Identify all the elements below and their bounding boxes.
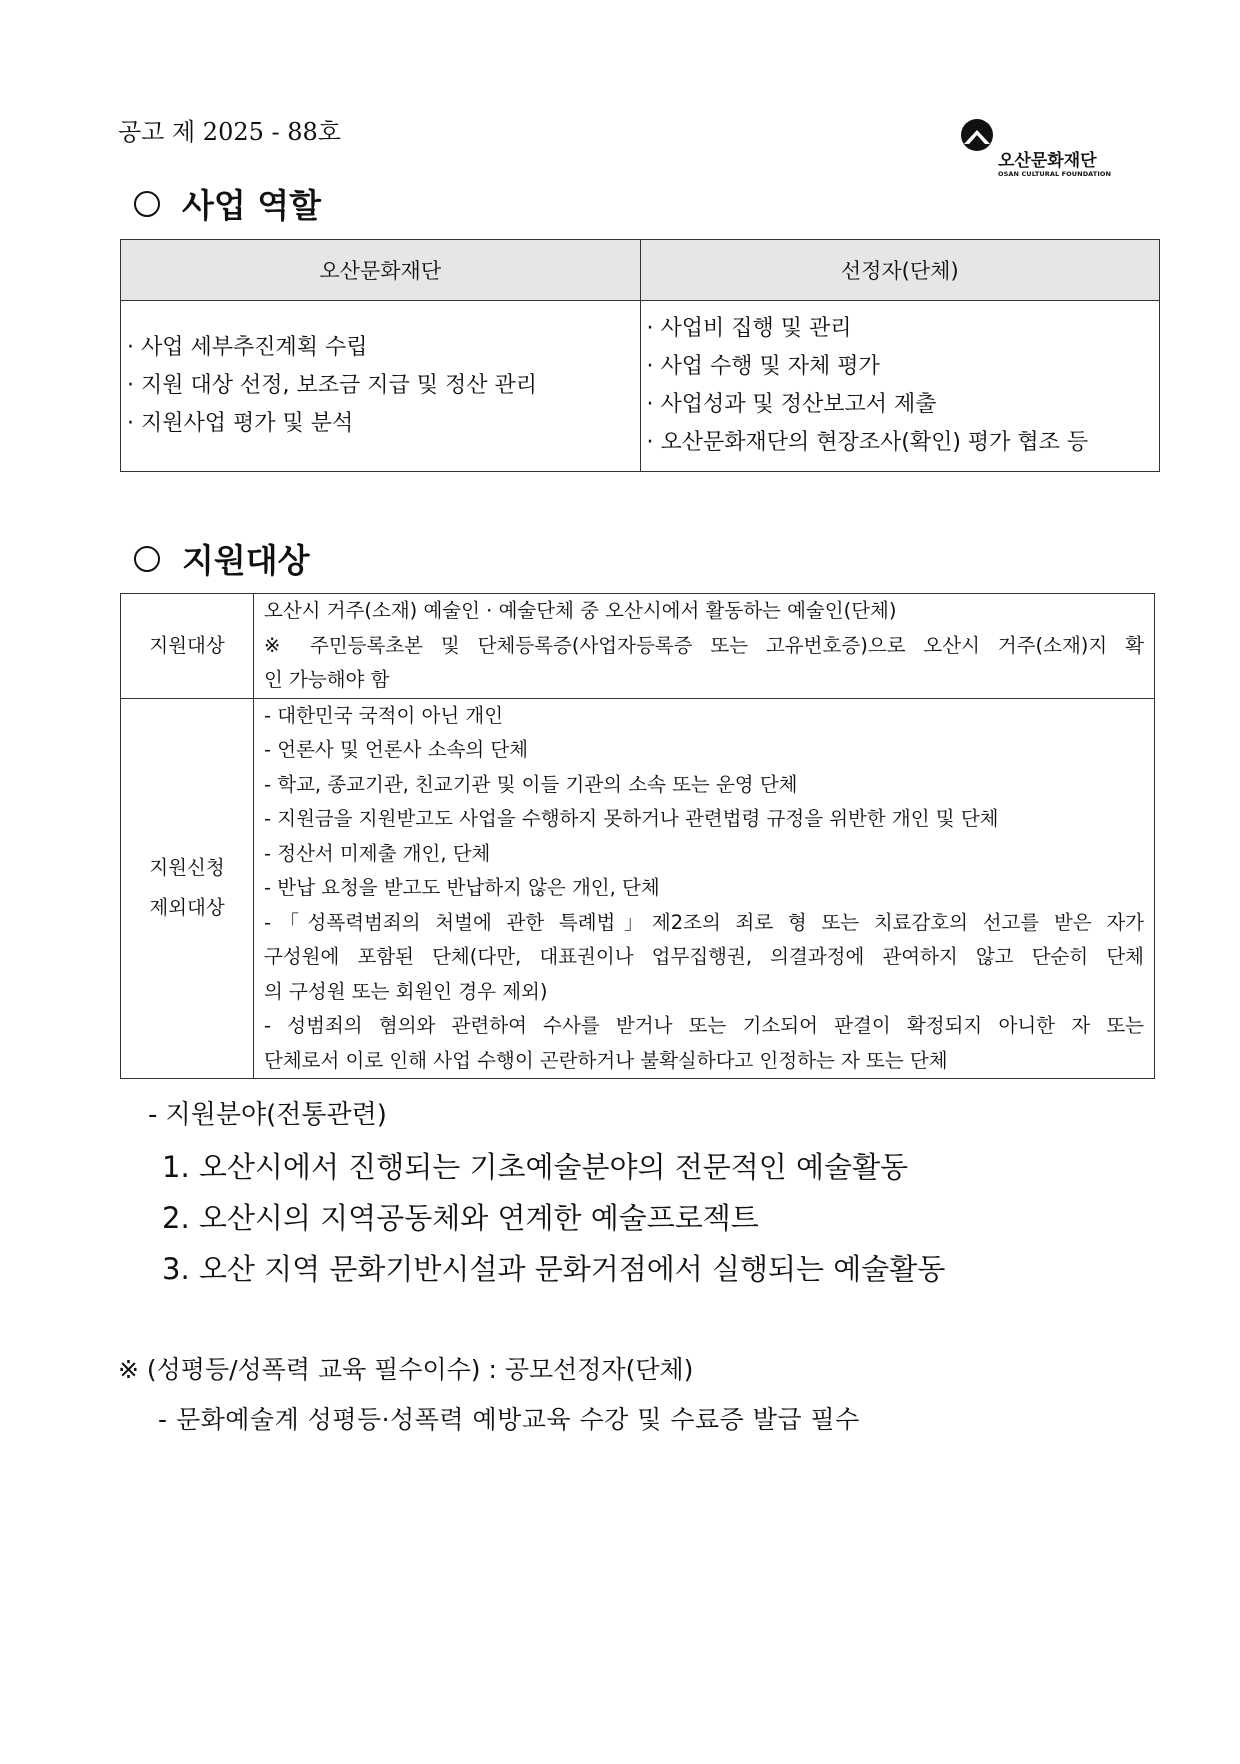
excluded-content [254,698,1155,1079]
excluded-line: - 정산서 미제출 개인, 단체 [264,841,491,865]
eligible-line: 오산시 거주(소재) 예술인 · 예술단체 중 오산시에서 활동하는 예술인(단체) [264,599,897,622]
selectee-roles-cell [640,301,1160,472]
excluded-line: 구성원에 포함된 단체(다만, 대표권이나 업무집행권, 의결과정에 관여하지 않고 단순히 단체 [264,945,1144,968]
targets-heading-text: 지원대상 [182,541,310,580]
logo-name: 오산문화재단 [998,151,1097,171]
foundation-role-item: · 사업 세부추진계획 수립 [127,335,368,360]
foundation-logo [960,118,1110,188]
field-item: 2. 오산시의 지역공동체와 연계한 예술프로젝트 [162,1201,759,1235]
roles-heading [134,180,321,227]
excluded-line: - 성범죄의 혐의와 관련하여 수사를 받거나 또는 기소되어 판결이 확정되지 아니한 자 또는 [264,1014,1144,1037]
circle-bullet-icon [134,546,160,572]
eligible-label: 지원대상 [121,594,254,699]
excluded-label-line: 지원신청 [149,856,225,880]
excluded-line: 의 구성원 또는 회원인 경우 제외) [264,979,548,1003]
foundation-logo-icon [960,118,994,158]
excluded-line: -「성폭력범죄의 처벌에 관한 특례법」제2조의 죄로 형 또는 치료감호의 선고를 받은 자가 [264,910,1144,934]
roles-heading-text: 사업 역할 [182,186,322,225]
roles-table [120,239,1160,472]
field-item: 3. 오산 지역 문화기반시설과 문화거점에서 실행되는 예술활동 [162,1252,946,1286]
excluded-line: - 지원금을 지원받고도 사업을 수행하지 못하거나 관련법령 규정을 위반한 개인 및 단체 [264,807,999,830]
foundation-roles-cell [121,301,641,472]
eligible-line: ※ 주민등록초본 및 단체등록증(사업자등록증 또는 고유번호증)으로 오산시 거주(소재)지 확 [264,633,1144,657]
eligible-content [254,594,1155,699]
targets-table [120,593,1155,1079]
selectee-role-item: · 사업 수행 및 자체 평가 [646,354,880,379]
roles-column-foundation: 오산문화재단 [121,240,641,301]
notice-number: 공고 제 2025 - 88호 [118,118,341,146]
excluded-label [121,698,254,1079]
education-description: - 문화예술계 성평등·성폭력 예방교육 수강 및 수료증 발급 필수 [158,1405,860,1434]
fields-title: - 지원분야(전통관련) [148,1100,387,1130]
selectee-role-item: · 사업성과 및 정산보고서 제출 [646,392,937,417]
logo-subtitle: OSAN CULTURAL FOUNDATION [998,170,1112,178]
excluded-line: - 언론사 및 언론사 소속의 단체 [264,738,529,761]
education-title: ※ (성평등/성폭력 교육 필수이수) : 공모선정자(단체) [118,1355,694,1384]
roles-column-selectee: 선정자(단체) [640,240,1160,301]
targets-heading [134,535,310,582]
excluded-line: 단체로서 이로 인해 사업 수행이 곤란하거나 불확실하다고 인정하는 자 또는 단체 [264,1048,948,1072]
selectee-role-item: · 오산문화재단의 현장조사(확인) 평가 협조 등 [646,430,1089,455]
excluded-line: - 학교, 종교기관, 친교기관 및 이들 기관의 소속 또는 운영 단체 [264,772,798,796]
foundation-role-item: · 지원 대상 선정, 보조금 지급 및 정산 관리 [127,373,537,398]
excluded-line: - 대한민국 국적이 아닌 개인 [264,703,504,727]
foundation-role-item: · 지원사업 평가 및 분석 [127,411,354,436]
eligible-line: 인 가능해야 함 [264,668,390,691]
excluded-line: - 반납 요청을 받고도 반납하지 않은 개인, 단체 [264,876,660,899]
field-item: 1. 오산시에서 진행되는 기초예술분야의 전문적인 예술활동 [162,1150,909,1184]
circle-bullet-icon [134,191,160,217]
selectee-role-item: · 사업비 집행 및 관리 [646,316,852,341]
excluded-label-line: 제외대상 [149,896,225,920]
